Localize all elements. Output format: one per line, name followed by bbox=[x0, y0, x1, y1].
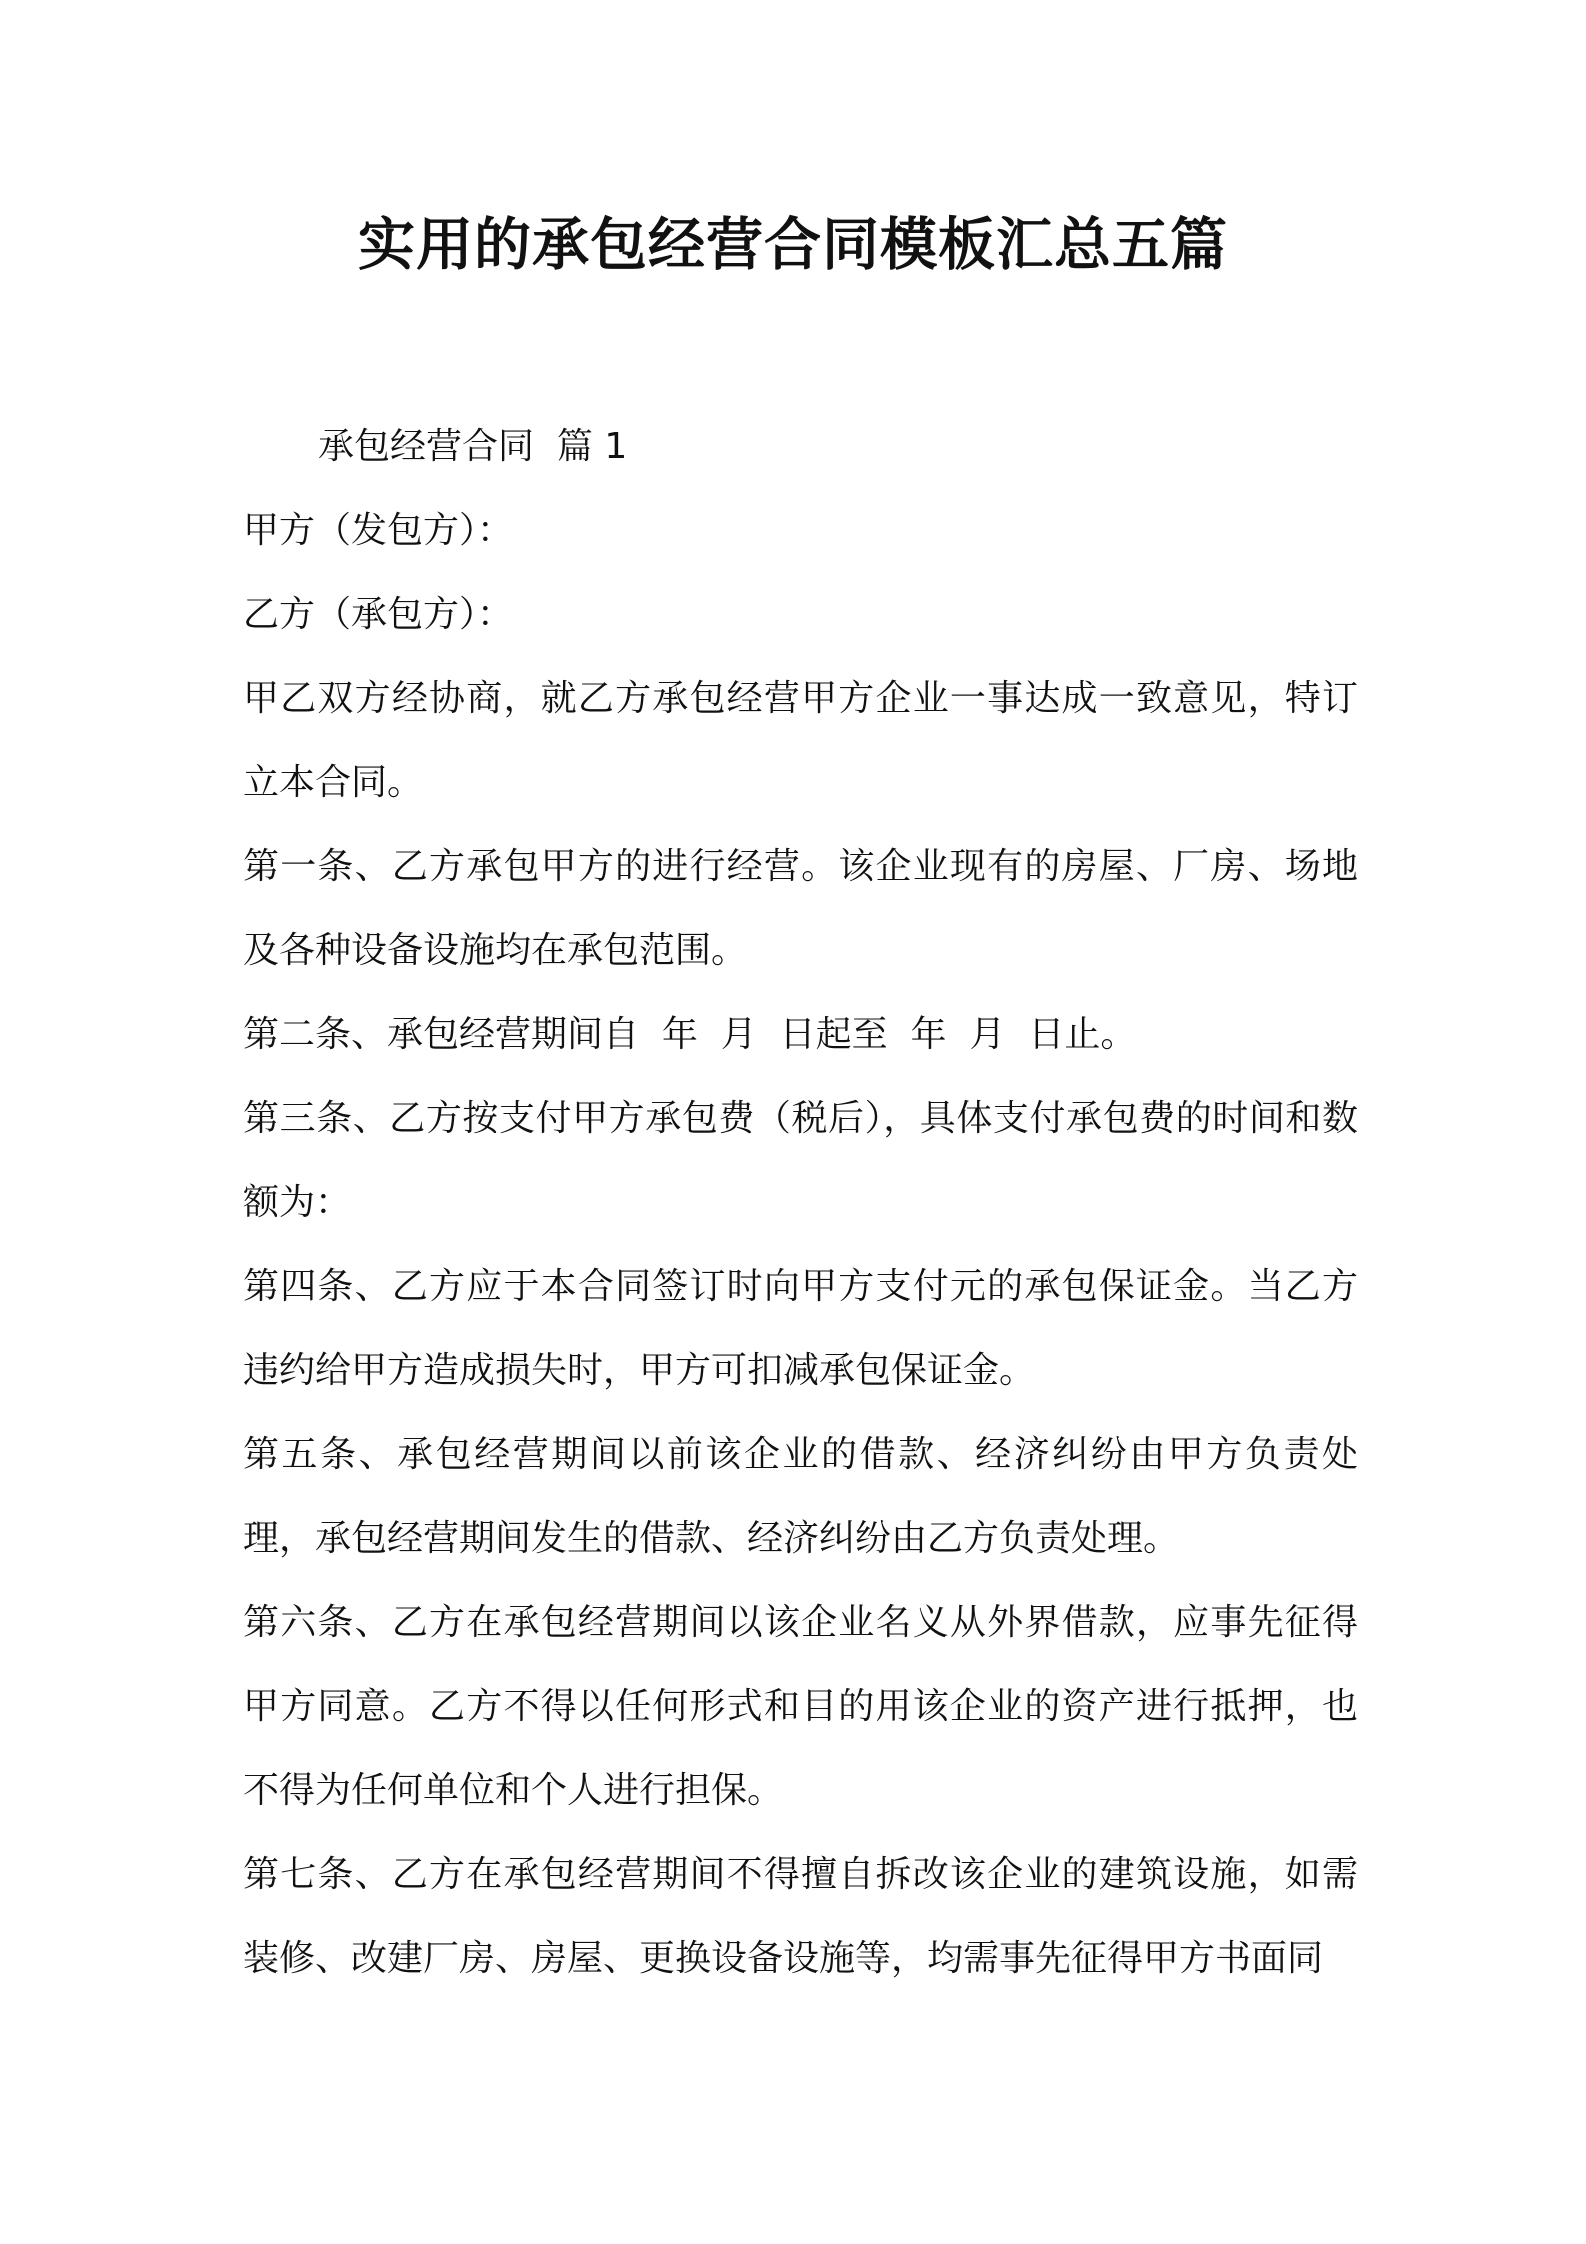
article-6-paragraph: 第六条、乙方在承包经营期间以该企业名义从外界借款，应事先征得甲方同意。乙方不得以任何形式和目的用该企业的资产进行抵押，也不得为任何单位和个人进行担保。 bbox=[243, 1602, 1358, 1811]
section-heading: 承包经营合同 篇 1 bbox=[318, 426, 628, 467]
party-a-line: 甲方（发包方）： bbox=[243, 510, 514, 551]
article-4-paragraph: 第四条、乙方应于本合同签订时向甲方支付元的承包保证金。当乙方违约给甲方造成损失时，甲方可扣减承包保证金。 bbox=[243, 1266, 1358, 1391]
party-b-line: 乙方（承包方）： bbox=[243, 594, 514, 635]
article-1-paragraph: 第一条、乙方承包甲方的进行经营。该企业现有的房屋、厂房、场地及各种设备设施均在承包范围。 bbox=[243, 846, 1358, 971]
article-7-paragraph: 第七条、乙方在承包经营期间不得擅自拆改该企业的建筑设施，如需装修、改建厂房、房屋、更换设备设施等，均需事先征得甲方书面同 bbox=[243, 1854, 1358, 1979]
article-3-paragraph: 第三条、乙方按支付甲方承包费（税后），具体支付承包费的时间和数额为： bbox=[243, 1098, 1358, 1223]
document-body bbox=[243, 405, 1358, 2001]
document-title: 实用的承包经营合同模板汇总五篇 bbox=[358, 212, 1228, 278]
article-5-paragraph: 第五条、承包经营期间以前该企业的借款、经济纠纷由甲方负责处理，承包经营期间发生的借款、经济纠纷由乙方负责处理。 bbox=[243, 1434, 1358, 1559]
article-2-paragraph: 第二条、承包经营期间自 年 月 日起至 年 月 日止。 bbox=[243, 1014, 1137, 1055]
preamble-paragraph: 甲乙双方经协商，就乙方承包经营甲方企业一事达成一致意见，特订立本合同。 bbox=[243, 678, 1358, 803]
